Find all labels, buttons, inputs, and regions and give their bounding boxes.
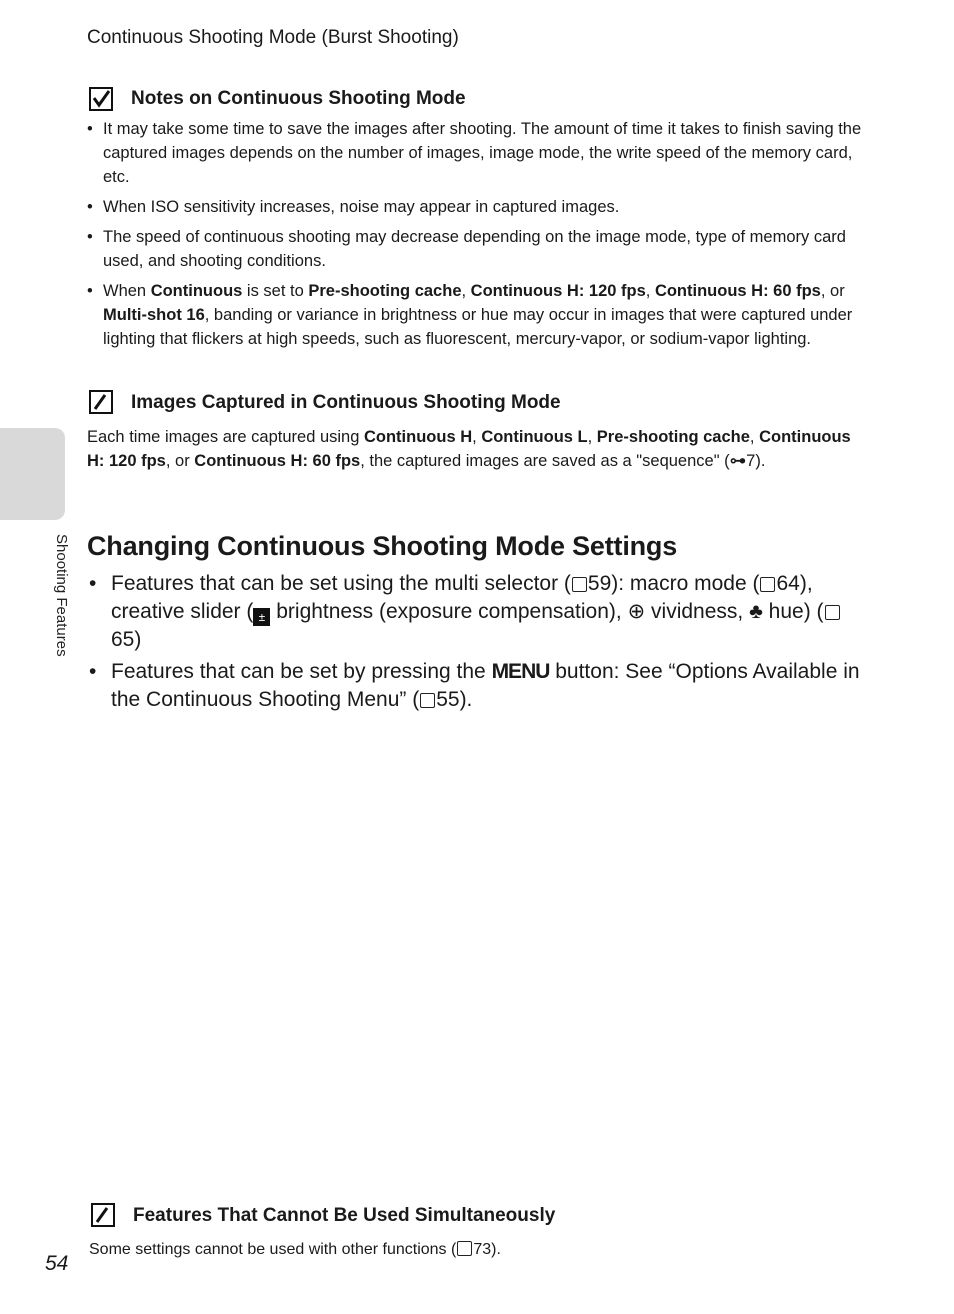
note-title: Features That Cannot Be Used Simultaneously [133,1205,556,1226]
book-ref-icon [572,577,587,592]
list-item: • Features that can be set using the multi selector ( 59): macro mode ( 64), creative slider ( ± brightness (exposure compensation), ⊕ vividness, ♣ hue) (65) [87,570,867,654]
note-title: Notes on Continuous Shooting Mode [131,88,466,109]
running-header: Continuous Shooting Mode (Burst Shooting) [87,27,459,48]
side-tab [0,428,65,520]
pencil-note-icon [89,390,113,414]
page-number: 54 [45,1252,69,1275]
book-ref-icon [825,605,840,620]
side-tab-label: Shooting Features [53,534,70,657]
reference-icon: ⊶ [729,452,747,470]
list-item: • Features that can be set by pressing the MENU button: See “Options Available in the Continuous Shooting Menu” ( 55). [87,658,867,714]
checkmark-note-icon [89,87,113,111]
section-list [87,570,867,718]
hue-icon: ♣ [749,600,763,623]
book-ref-icon [760,577,775,592]
note3-body: Some settings cannot be used with other functions ( 73). [89,1241,501,1258]
exposure-compensation-icon: ± [253,608,270,626]
pencil-note-icon [91,1203,115,1227]
section-heading: Changing Continuous Shooting Mode Settings [87,531,678,561]
note2-body: Each time images are captured using Continuous H, Continuous L, Pre-shooting cache, Continuous H: 120 fps, or Continuous H: 60 fps, the captured images are saved as a "sequence" (⊶7). [87,428,851,470]
menu-button-label: MENU [491,660,550,683]
book-ref-icon [420,693,435,708]
note1-list [87,117,867,357]
list-item: • When ISO sensitivity increases, noise may appear in captured images. [87,195,867,219]
list-item: • It may take some time to save the images after shooting. The amount of time it takes to finish saving the captured images depends on the number of images, image mode, the write speed of the memory card, etc. [87,117,867,189]
list-item: • When Continuous is set to Pre-shooting cache, Continuous H: 120 fps, Continuous H: 60 fps, or Multi-shot 16, banding or variance in brightness or hue may occur in images that were captured under lighting that flickers at high speeds, such as fluorescent, mercury-vapor, or sodium-vapor lighting. [87,279,867,351]
list-item: • The speed of continuous shooting may decrease depending on the image mode, type of memory card used, and shooting conditions. [87,225,867,273]
note-title: Images Captured in Continuous Shooting Mode [131,392,561,413]
book-ref-icon [457,1241,472,1256]
vividness-icon: ⊕ [627,600,646,623]
